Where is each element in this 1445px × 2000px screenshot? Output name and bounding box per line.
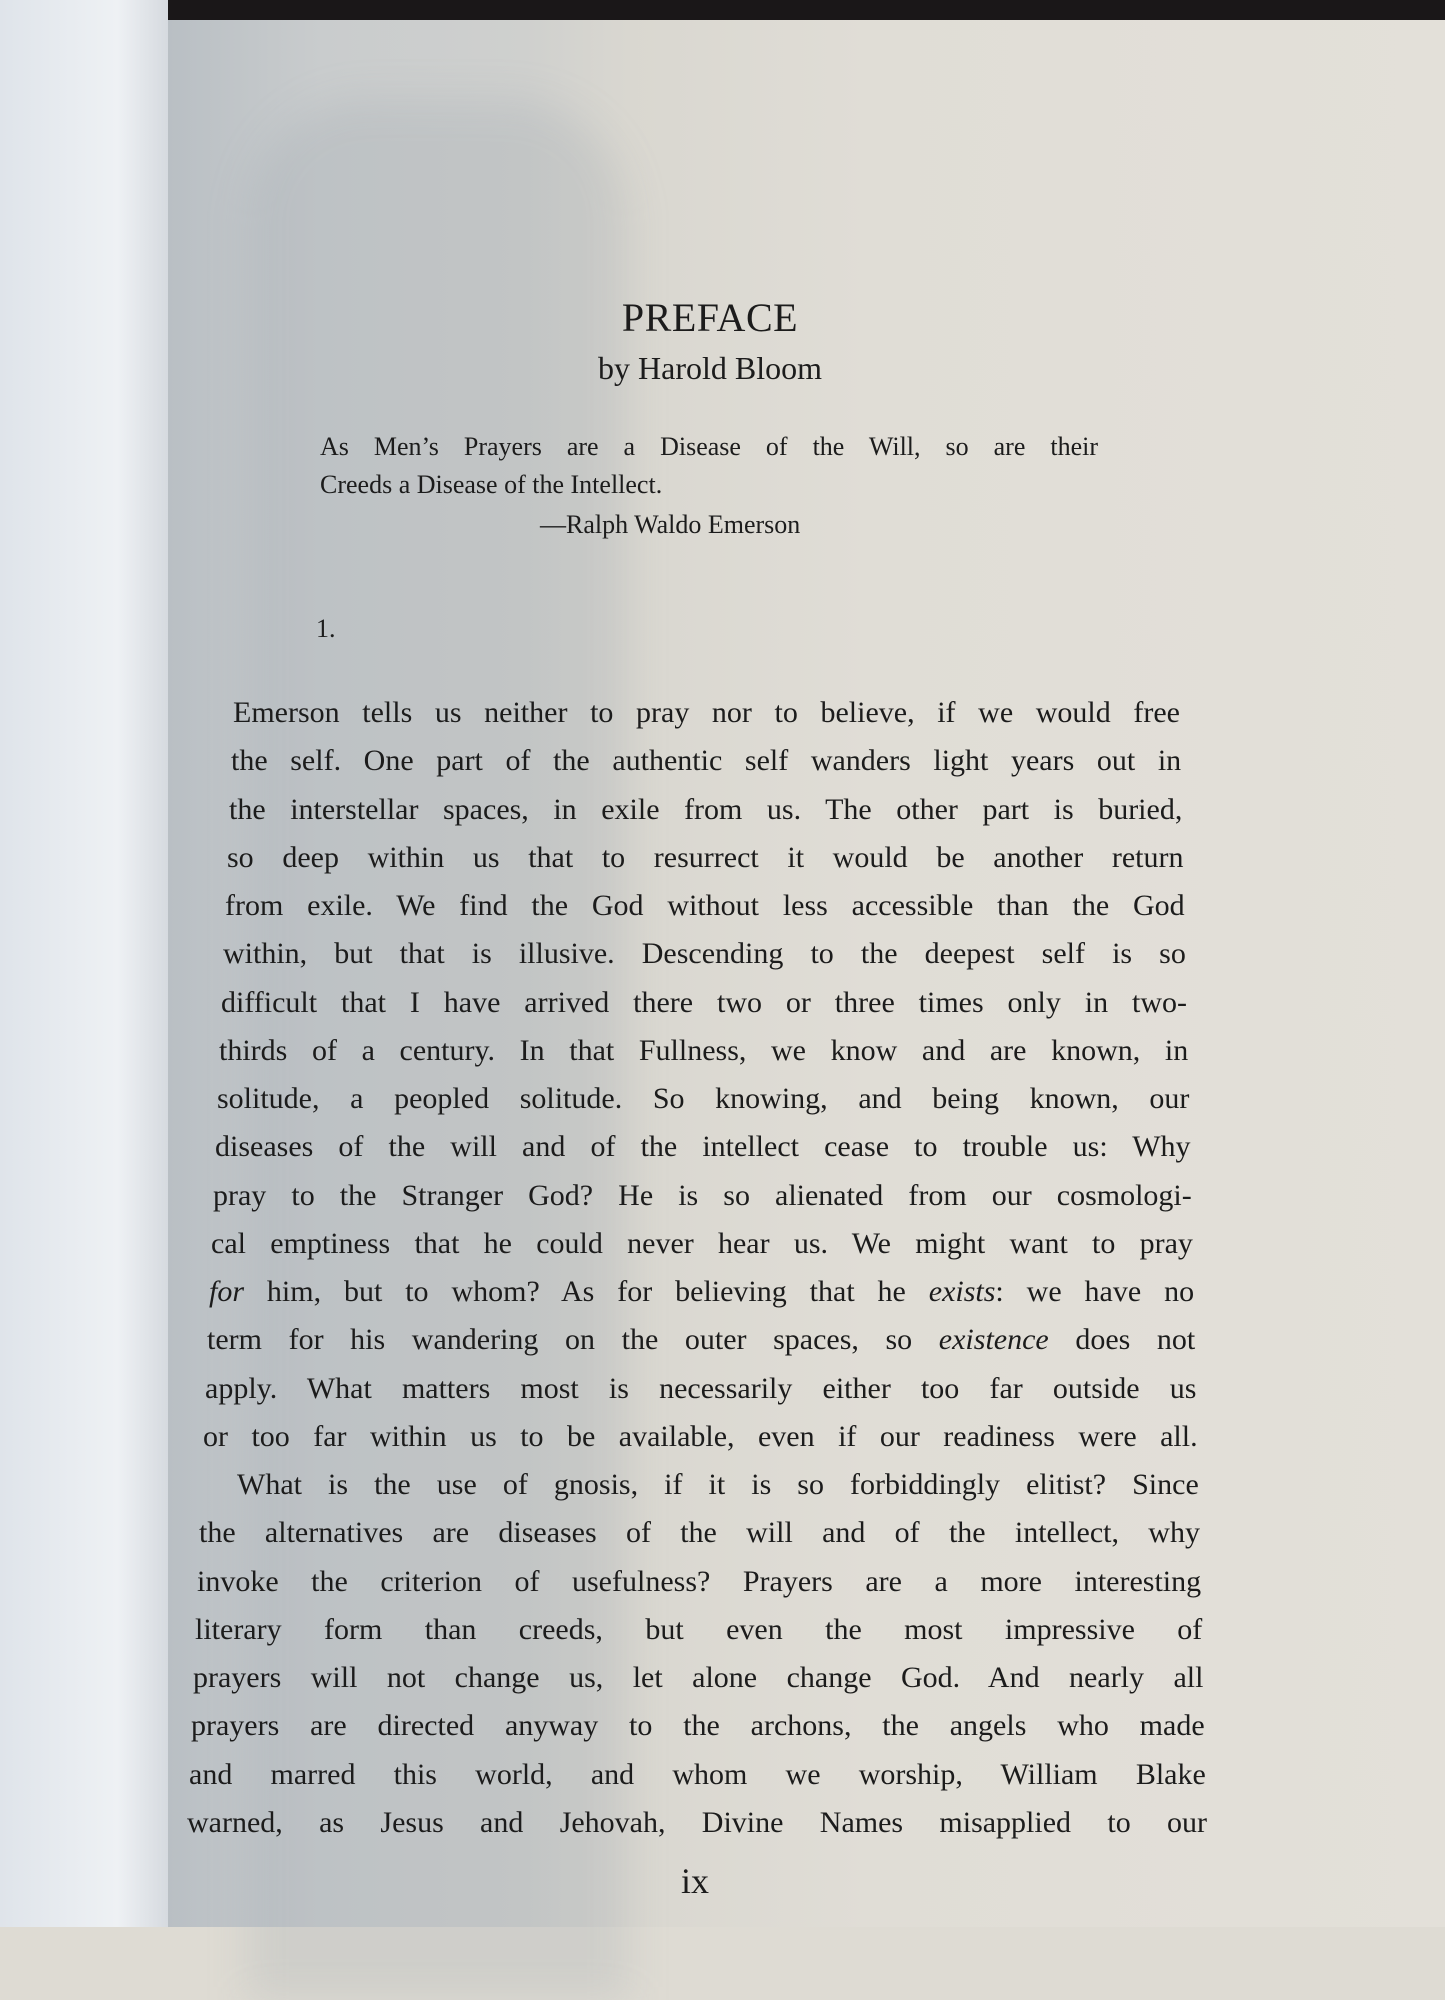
italic-text: for	[209, 1275, 245, 1309]
text-run: the self. One part of the authentic self wanders light years out in	[231, 744, 1182, 778]
text-run: term for his wandering on the outer spaces, so	[207, 1323, 939, 1357]
text-run: within, but that is illusive. Descending to the deepest self is so	[223, 937, 1186, 971]
body-line	[221, 985, 1187, 1021]
text-run: cal emptiness that he could never hear us. We might want to pray	[211, 1226, 1193, 1260]
body-line	[219, 1033, 1188, 1069]
epigraph-line: As Men’s Prayers are a Disease of the Will, so are their	[320, 432, 1098, 461]
body-line	[197, 1564, 1201, 1600]
text-run: and marred this world, and whom we worship, William Blake	[189, 1757, 1206, 1791]
body-line	[203, 1419, 1198, 1455]
body-line	[205, 1371, 1196, 1407]
text-run: does not	[1048, 1323, 1196, 1357]
italic-text: existence	[938, 1323, 1049, 1357]
background-dark-band	[168, 0, 1445, 20]
text-run: the alternatives are diseases of the will and of the intellect, why	[199, 1516, 1200, 1550]
text-run: diseases of the will and of the intellect cease to trouble us: Why	[215, 1130, 1191, 1164]
body-line	[225, 888, 1185, 924]
body-line	[209, 1274, 1194, 1310]
body-line	[199, 1515, 1200, 1551]
text-run: from exile. We find the God without less accessible than the God	[225, 889, 1185, 923]
text-run: Emerson tells us neither to pray nor to believe, if we would free	[233, 696, 1180, 729]
text-run: What is the use of gnosis, if it is so forbiddingly elitist? Since	[237, 1468, 1199, 1502]
body-line	[237, 1467, 1199, 1503]
text-run: difficult that I have arrived there two or three times only in two-	[221, 985, 1188, 1019]
text-run: or too far within us to be available, even if our readiness were all.	[203, 1419, 1198, 1453]
text-run: literary form than creeds, but even the most impressive of	[195, 1612, 1203, 1646]
body-line	[213, 1178, 1192, 1214]
body-line	[207, 1322, 1195, 1358]
body-line	[215, 1129, 1191, 1165]
body-line	[231, 743, 1181, 779]
text-run: prayers are directed anyway to the archons, the angels who made	[191, 1709, 1205, 1743]
facing-page-edge	[0, 0, 168, 1927]
text-run: : we have no	[995, 1275, 1195, 1309]
italic-text: exists	[928, 1275, 996, 1309]
text-run: warned, as Jesus and Jehovah, Divine Names misapplied to our	[187, 1806, 1207, 1839]
page-title: PREFACE	[621, 295, 799, 340]
body-line	[187, 1805, 1207, 1841]
body-line	[217, 1081, 1189, 1117]
section-number: 1.	[316, 614, 336, 643]
text-run: prayers will not change us, let alone change God. And nearly all	[193, 1661, 1204, 1695]
body-line	[227, 840, 1184, 876]
body-line	[191, 1708, 1205, 1744]
text-run: invoke the criterion of usefulness? Prayers are a more interesting	[197, 1564, 1202, 1598]
body-line	[223, 936, 1186, 972]
epigraph-attribution: —Ralph Waldo Emerson	[540, 510, 801, 539]
text-run: so deep within us that to resurrect it would be another return	[227, 840, 1184, 874]
body-line	[189, 1757, 1206, 1793]
text-run: him, but to whom? As for believing that he	[244, 1275, 929, 1309]
body-line	[233, 695, 1180, 731]
body-line	[211, 1226, 1193, 1262]
body-line	[193, 1660, 1203, 1696]
epigraph-line: Creeds a Disease of the Intellect.	[320, 470, 663, 499]
text-run: solitude, a peopled solitude. So knowing, and being known, our	[217, 1082, 1190, 1116]
text-run: pray to the Stranger God? He is so alienated from our cosmologi-	[213, 1178, 1192, 1212]
text-run: the interstellar spaces, in exile from us. The other part is buried,	[229, 792, 1183, 826]
page-number: ix	[680, 1861, 709, 1901]
byline: by Harold Bloom	[598, 350, 822, 386]
text-run: apply. What matters most is necessarily either too far outside us	[205, 1371, 1197, 1405]
body-line	[195, 1612, 1202, 1648]
text-run: thirds of a century. In that Fullness, we know and are known, in	[219, 1033, 1189, 1067]
body-line	[229, 792, 1182, 828]
